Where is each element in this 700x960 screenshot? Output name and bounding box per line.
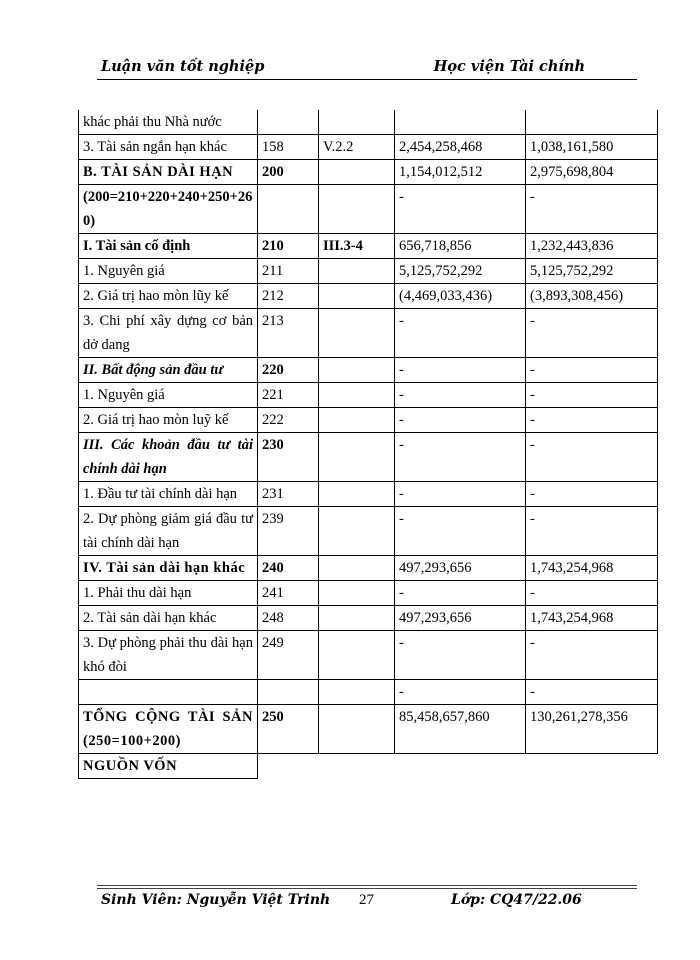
item-name: 2. Giá trị hao mòn lũy kế	[79, 284, 258, 309]
table-row	[79, 160, 658, 185]
end-of-year-value: -	[395, 433, 526, 482]
start-of-year-value: 1,232,443,836	[526, 234, 658, 259]
end-of-year-value	[395, 110, 526, 135]
item-note: V.2.2	[319, 135, 395, 160]
end-of-year-value: -	[395, 358, 526, 383]
item-note	[319, 110, 395, 135]
item-code: 222	[258, 408, 319, 433]
item-name: NGUỒN VỐN	[79, 754, 258, 779]
page-footer	[97, 892, 637, 914]
item-code: 221	[258, 383, 319, 408]
start-of-year-value: 130,261,278,356	[526, 705, 658, 754]
item-name: 1. Phải thu dài hạn	[79, 581, 258, 606]
start-of-year-value: -	[526, 383, 658, 408]
start-of-year-value: 1,038,161,580	[526, 135, 658, 160]
page-header	[97, 56, 637, 80]
end-of-year-value: 497,293,656	[395, 556, 526, 581]
table-row	[79, 581, 658, 606]
start-of-year-value: 1,743,254,968	[526, 556, 658, 581]
item-code: 213	[258, 309, 319, 358]
item-code: 211	[258, 259, 319, 284]
item-name: khác phải thu Nhà nước	[79, 110, 258, 135]
item-code	[258, 110, 319, 135]
start-of-year-value: 2,975,698,804	[526, 160, 658, 185]
end-of-year-value: -	[395, 482, 526, 507]
item-code: 241	[258, 581, 319, 606]
end-of-year-value: -	[395, 581, 526, 606]
item-note	[319, 309, 395, 358]
start-of-year-value: -	[526, 581, 658, 606]
item-note	[319, 160, 395, 185]
item-code: 250	[258, 705, 319, 754]
item-name: B. TÀI SẢN DÀI HẠN	[79, 160, 258, 185]
item-code: 240	[258, 556, 319, 581]
item-name: 2. Dự phòng giảm giá đầu tư tài chính dài hạn	[79, 507, 258, 556]
item-name: III. Các khoản đầu tư tài chính dài hạn	[79, 433, 258, 482]
table-row	[79, 110, 658, 135]
table-row	[79, 284, 658, 309]
start-of-year-value: -	[526, 185, 658, 234]
item-name: 2. Giá trị hao mòn luỹ kế	[79, 408, 258, 433]
item-code: 210	[258, 234, 319, 259]
table-row	[79, 309, 658, 358]
item-name: 3. Dự phòng phải thu dài hạn khó đòi	[79, 631, 258, 680]
item-name: 1. Nguyên giá	[79, 259, 258, 284]
item-note	[319, 185, 395, 234]
start-of-year-value: (3,893,308,456)	[526, 284, 658, 309]
end-of-year-value: -	[395, 507, 526, 556]
item-name: I. Tài sản cố định	[79, 234, 258, 259]
balance-sheet-table	[78, 110, 658, 779]
item-name: IV. Tài sản dài hạn khác	[79, 556, 258, 581]
item-note	[319, 433, 395, 482]
item-name: (200=210+220+240+250+260)	[79, 185, 258, 234]
header-thesis-title: Luận văn tốt nghiệp	[101, 58, 265, 75]
item-note	[319, 606, 395, 631]
header-rule	[97, 79, 637, 80]
end-of-year-value: -	[395, 383, 526, 408]
item-code: 200	[258, 160, 319, 185]
end-of-year-value: -	[395, 309, 526, 358]
item-name: 1. Đầu tư tài chính dài hạn	[79, 482, 258, 507]
item-code: 230	[258, 433, 319, 482]
item-note	[319, 358, 395, 383]
table-row	[79, 680, 658, 705]
start-of-year-value: 1,743,254,968	[526, 606, 658, 631]
item-code: 220	[258, 358, 319, 383]
table-row	[79, 482, 658, 507]
end-of-year-value: -	[395, 680, 526, 705]
item-code: 249	[258, 631, 319, 680]
table-row	[79, 631, 658, 680]
table-row	[79, 135, 658, 160]
start-of-year-value: 5,125,752,292	[526, 259, 658, 284]
footer-rule-bottom	[97, 888, 637, 889]
item-code: 212	[258, 284, 319, 309]
item-note	[319, 284, 395, 309]
item-note	[319, 383, 395, 408]
table-row	[79, 408, 658, 433]
table-row	[79, 754, 658, 779]
table-row	[79, 234, 658, 259]
item-code	[258, 185, 319, 234]
footer-class-code: Lớp: CQ47/22.06	[451, 892, 582, 908]
table-row	[79, 507, 658, 556]
item-note	[319, 705, 395, 754]
start-of-year-value	[526, 110, 658, 135]
item-name	[79, 680, 258, 705]
item-note	[319, 482, 395, 507]
end-of-year-value: 497,293,656	[395, 606, 526, 631]
table-row	[79, 185, 658, 234]
start-of-year-value: -	[526, 309, 658, 358]
table-row	[79, 433, 658, 482]
item-note	[319, 631, 395, 680]
end-of-year-value: -	[395, 408, 526, 433]
footer-rule-top	[97, 885, 637, 886]
item-code: 158	[258, 135, 319, 160]
item-note	[319, 259, 395, 284]
start-of-year-value: -	[526, 631, 658, 680]
end-of-year-value: -	[395, 185, 526, 234]
end-of-year-value: 656,718,856	[395, 234, 526, 259]
item-name: 3. Chi phí xây dựng cơ bản dở dang	[79, 309, 258, 358]
start-of-year-value: -	[526, 408, 658, 433]
header-institution: Học viện Tài chính	[433, 58, 585, 75]
table-row	[79, 383, 658, 408]
table-row	[79, 705, 658, 754]
item-name: TỔNG CỘNG TÀI SẢN (250=100+200)	[79, 705, 258, 754]
footer-student-name: Sinh Viên: Nguyễn Việt Trinh	[101, 892, 331, 908]
item-note	[319, 581, 395, 606]
start-of-year-value: -	[526, 507, 658, 556]
item-code: 231	[258, 482, 319, 507]
item-name: 2. Tài sản dài hạn khác	[79, 606, 258, 631]
item-note	[319, 556, 395, 581]
item-note: III.3-4	[319, 234, 395, 259]
end-of-year-value: -	[395, 631, 526, 680]
table-row	[79, 556, 658, 581]
page-number: 27	[359, 892, 374, 908]
item-code: 248	[258, 606, 319, 631]
end-of-year-value: 85,458,657,860	[395, 705, 526, 754]
table-row	[79, 259, 658, 284]
start-of-year-value: -	[526, 482, 658, 507]
empty-cell	[258, 754, 658, 779]
item-code: 239	[258, 507, 319, 556]
item-note	[319, 507, 395, 556]
table-row	[79, 606, 658, 631]
end-of-year-value: 1,154,012,512	[395, 160, 526, 185]
item-note	[319, 680, 395, 705]
start-of-year-value: -	[526, 680, 658, 705]
item-note	[319, 408, 395, 433]
start-of-year-value: -	[526, 358, 658, 383]
end-of-year-value: 2,454,258,468	[395, 135, 526, 160]
start-of-year-value: -	[526, 433, 658, 482]
item-name: 3. Tài sản ngắn hạn khác	[79, 135, 258, 160]
item-name: 1. Nguyên giá	[79, 383, 258, 408]
end-of-year-value: (4,469,033,436)	[395, 284, 526, 309]
table-row	[79, 358, 658, 383]
item-name: II. Bất động sản đầu tư	[79, 358, 258, 383]
item-code	[258, 680, 319, 705]
end-of-year-value: 5,125,752,292	[395, 259, 526, 284]
